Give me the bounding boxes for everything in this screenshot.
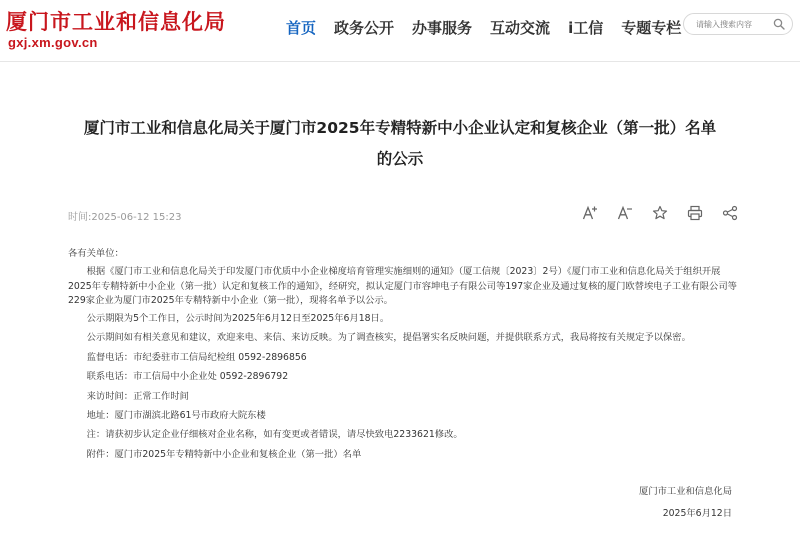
address: 地址：厦门市湖滨北路61号市政府大院东楼 [86,409,266,421]
article-tools [563,205,738,221]
nav-interaction[interactable]: 互动交流 [490,19,551,37]
salutation: 各有关单位： [68,248,124,259]
signature-block [639,481,732,525]
search-input[interactable] [696,17,774,32]
article-meta [68,205,738,225]
supervise-phone: 监督电话：市纪委驻市工信局纪检组 0592-2896856 [86,351,307,363]
site-logo-title[interactable]: 厦门市工业和信息化局 [6,9,226,34]
favorite-star-icon[interactable] [652,205,668,221]
search-box [683,13,793,35]
site-domain: gxj.xm.gov.cn [8,35,98,50]
print-icon[interactable] [687,205,703,221]
period-paragraph: 公示期限为5个工作日，公示时间为2025年6月12日至2025年6月18日。 [86,312,390,324]
nav-services[interactable]: 办事服务 [412,19,473,37]
body-paragraph: 根据《厦门市工业和信息化局关于印发厦门市优质中小企业梯度培育管理实施细则的通知》（厦工信规〔2023〕2号）《厦门市工业和信息化局关于组织开展2025年专精特新中小企业（第一批）认定和复核工作的通知》，经研究，拟认定厦门市容坤电子有限公司等197家企业及通过复核的厦门欧替埃电子工业有限公司等229家企业为厦门市2025年专精特新中小企业（第一批），现将名单予以公示。 [68,266,737,307]
signer: 厦门市工业和信息化局 [639,486,732,497]
site-header [0,0,800,62]
share-icon[interactable] [722,205,738,221]
nav-i-gongxin[interactable]: i工信 [568,19,604,37]
feedback-paragraph: 公示期间如有相关意见和建议，欢迎来电、来信、来访反映。为了调查核实，提倡署实名反映问题，并提供联系方式，我局将按有关规定予以保密。 [86,332,691,344]
search-icon[interactable] [773,18,785,30]
visit-time: 来访时间：正常工作时间 [86,390,189,402]
attachment-link[interactable]: 附件：厦门市2025年专精特新中小企业和复核企业（第一批）名单 [86,448,362,460]
note: 注：请获初步认定企业仔细核对企业名称，如有变更或者错误，请尽快致电2233621修改。 [86,429,463,441]
contact-phone: 联系电话：市工信局中小企业处 0592-2896792 [86,371,289,383]
nav-special-topics[interactable]: 专题专栏 [621,19,682,37]
article-body [68,244,738,464]
nav-government-affairs[interactable]: 政务公开 [334,19,395,37]
publish-time: 时间:2025-06-12 15:23 [68,212,182,223]
sign-date: 2025年6月12日 [662,508,732,519]
main-nav [286,17,699,39]
font-decrease-icon[interactable] [617,205,633,221]
font-increase-icon[interactable] [582,205,598,221]
article-title: 厦门市工业和信息化局关于厦门市2025年专精特新中小企业认定和复核企业（第一批）名单的公示 [83,119,717,168]
nav-home[interactable]: 首页 [286,19,317,37]
